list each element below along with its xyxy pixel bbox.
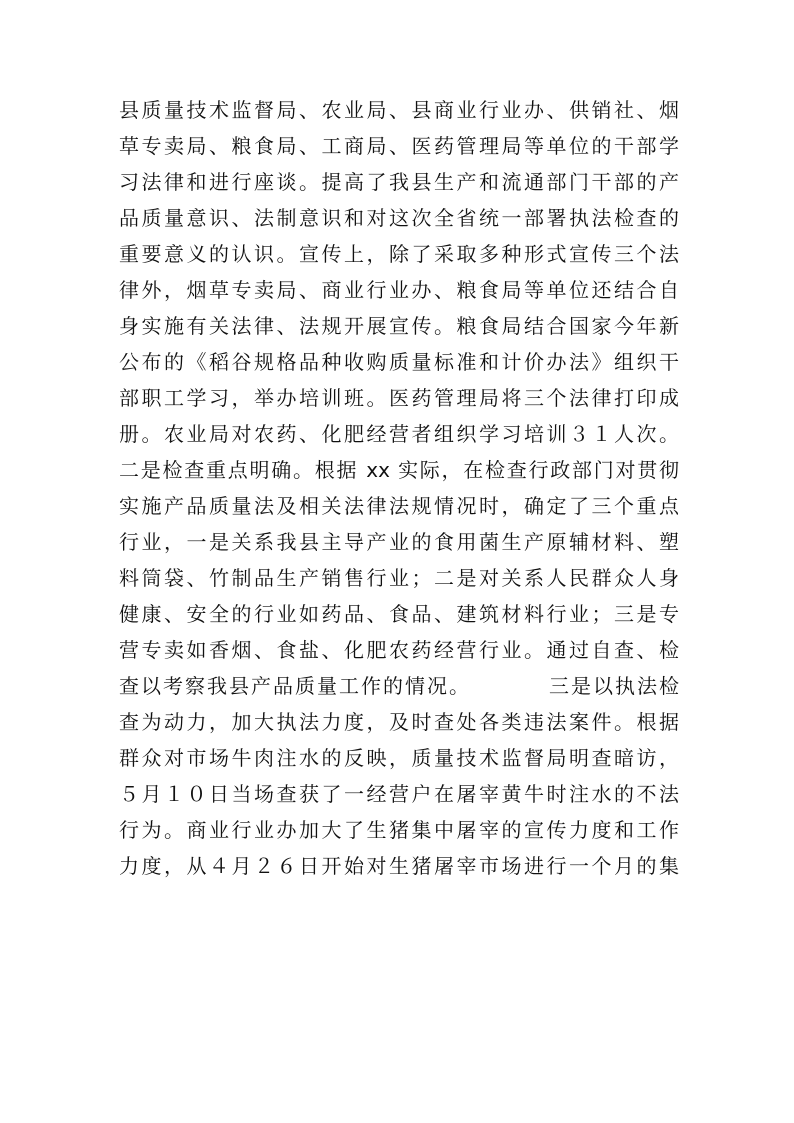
text-line: 健康、安全的行业如药品、食品、建筑材料行业；三是专 — [119, 602, 679, 626]
text-line: 册。农业局对农药、化肥经营者组织学习培训３１人次。 — [119, 422, 679, 446]
text-line: 查为动力，加大执法力度，及时查处各类违法案件。根据 — [119, 710, 679, 734]
text-line: ５月１０日当场查获了一经营户在屠宰黄牛时注水的不法 — [119, 782, 679, 806]
text-line: 身实施有关法律、法规开展宣传。粮食局结合国家今年新 — [119, 314, 679, 338]
text-line: 习法律和进行座谈。提高了我县生产和流通部门干部的产 — [119, 170, 679, 194]
text-line: 品质量意识、法制意识和对这次全省统一部署执法检查的 — [119, 206, 679, 230]
text-line: 查以考察我县产品质量工作的情况。 三是以执法检 — [119, 674, 679, 698]
text-line: 公布的《稻谷规格品种收购质量标准和计价办法》组织干 — [119, 350, 679, 374]
text-line: 草专卖局、粮食局、工商局、医药管理局等单位的干部学 — [119, 134, 679, 158]
text-line: 行业，一是关系我县主导产业的食用菌生产原辅材料、塑 — [119, 530, 679, 554]
text-line: 行为。商业行业办加大了生猪集中屠宰的宣传力度和工作 — [119, 818, 679, 842]
text-line: 力度，从４月２６日开始对生猪屠宰市场进行一个月的集 — [119, 854, 679, 878]
text-line: 县质量技术监督局、农业局、县商业行业办、供销社、烟 — [119, 98, 679, 122]
text-line: 营专卖如香烟、食盐、化肥农药经营行业。通过自查、检 — [119, 638, 679, 662]
text-line: 群众对市场牛肉注水的反映，质量技术监督局明查暗访， — [119, 746, 679, 770]
text-line: 部职工学习，举办培训班。医药管理局将三个法律打印成 — [119, 386, 679, 410]
text-line: 实施产品质量法及相关法律法规情况时，确定了三个重点 — [119, 494, 679, 518]
text-line: 二是检查重点明确。根据 xx 实际，在检查行政部门对贯彻 — [119, 458, 679, 482]
text-line: 料筒袋、竹制品生产销售行业；二是对关系人民群众人身 — [119, 566, 679, 590]
text-line: 律外，烟草专卖局、商业行业办、粮食局等单位还结合自 — [119, 278, 679, 302]
text-line: 重要意义的认识。宣传上，除了采取多种形式宣传三个法 — [119, 242, 679, 266]
body-text — [119, 92, 679, 884]
